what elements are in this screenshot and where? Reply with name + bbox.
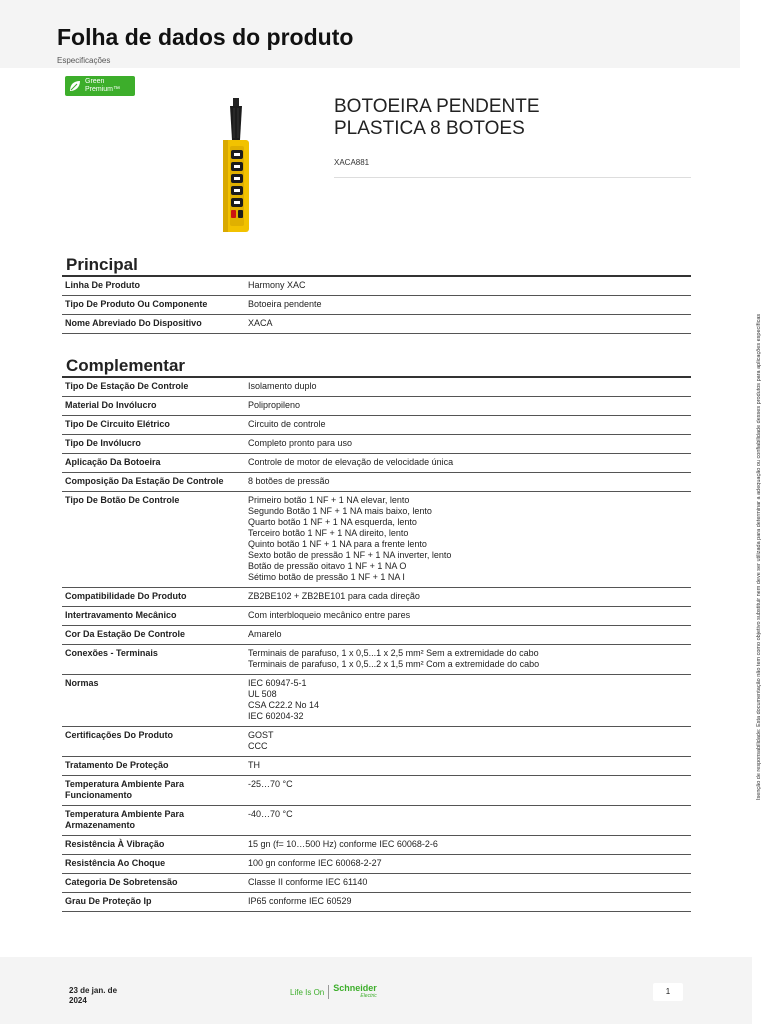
spec-row <box>62 836 691 855</box>
spec-value-line: ZB2BE102 + ZB2BE101 para cada direção <box>248 591 420 601</box>
spec-row <box>62 855 691 874</box>
spec-row <box>62 806 691 836</box>
spec-value <box>245 626 691 645</box>
spec-row <box>62 473 691 492</box>
product-reference: XACA881 <box>334 158 370 167</box>
spec-value <box>245 874 691 893</box>
spec-value <box>245 776 691 806</box>
logo-separator <box>328 985 329 999</box>
spec-row <box>62 727 691 757</box>
spec-value <box>245 893 691 912</box>
page-footer <box>0 957 752 1024</box>
spec-value <box>245 645 691 675</box>
spec-key: Tipo De Estação De Controle <box>62 378 245 397</box>
spec-value-line: Terminais de parafuso, 1 x 0,5...2 x 1,5 mm² Com a extremidade do cabo <box>248 659 540 669</box>
spec-row <box>62 315 691 334</box>
spec-value-line: Polipropileno <box>248 400 301 410</box>
spec-key: Material Do Invólucro <box>62 397 245 416</box>
footer-date-line1: 23 de jan. de <box>69 986 118 995</box>
product-name-line2: PLASTICA 8 BOTOES <box>334 118 525 139</box>
spec-value-line: GOST <box>248 730 274 740</box>
section-title-complementar: Complementar <box>66 356 186 375</box>
page-header <box>0 0 740 68</box>
spec-key: Tipo De Botão De Controle <box>62 492 245 588</box>
spec-value-line: Harmony XAC <box>248 280 306 290</box>
footer-date <box>69 986 149 1006</box>
spec-key: Resistência À Vibração <box>62 836 245 855</box>
spec-value-line: Quarto botão 1 NF + 1 NA esquerda, lento <box>248 517 417 527</box>
spec-key: Intertravamento Mecânico <box>62 607 245 626</box>
spec-value-line: 100 gn conforme IEC 60068-2-27 <box>248 858 382 868</box>
spec-key: Conexões - Terminais <box>62 645 245 675</box>
spec-value <box>245 588 691 607</box>
product-image <box>210 98 262 234</box>
spec-key: Temperatura Ambiente Para Armazenamento <box>62 806 245 836</box>
spec-key: Resistência Ao Choque <box>62 855 245 874</box>
spec-value <box>245 855 691 874</box>
spec-value <box>245 757 691 776</box>
spec-value-line: Circuito de controle <box>248 419 326 429</box>
spec-key: Certificações Do Produto <box>62 727 245 757</box>
spec-value-line: Segundo Botão 1 NF + 1 NA mais baixo, lento <box>248 506 432 516</box>
spec-value-line: Classe II conforme IEC 61140 <box>248 877 368 887</box>
spec-key: Cor Da Estação De Controle <box>62 626 245 645</box>
spec-value <box>245 607 691 626</box>
logo-brand <box>333 984 377 1000</box>
spec-key: Normas <box>62 675 245 727</box>
spec-row <box>62 588 691 607</box>
spec-value-line: Isolamento duplo <box>248 381 317 391</box>
spec-row <box>62 675 691 727</box>
spec-key: Aplicação Da Botoeira <box>62 454 245 473</box>
leaf-icon <box>68 79 82 93</box>
spec-value <box>245 315 691 334</box>
spec-row <box>62 378 691 397</box>
spec-value-line: IEC 60204-32 <box>248 711 304 721</box>
spec-row <box>62 492 691 588</box>
spec-row <box>62 776 691 806</box>
disclaimer-note <box>756 230 766 800</box>
product-name-line1: BOTOEIRA PENDENTE <box>334 96 540 117</box>
spec-value <box>245 454 691 473</box>
spec-value-line: Amarelo <box>248 629 282 639</box>
badge-line2: Premium™ <box>85 86 121 93</box>
spec-value <box>245 296 691 315</box>
spec-value-line: -40…70 °C <box>248 809 293 819</box>
complementar-table <box>62 378 691 912</box>
spec-value <box>245 492 691 588</box>
spec-row <box>62 626 691 645</box>
spec-value-line: Quinto botão 1 NF + 1 NA para a frente lento <box>248 539 427 549</box>
logo-brand-name: Schneider <box>333 983 377 993</box>
spec-row <box>62 607 691 626</box>
spec-key: Temperatura Ambiente Para Funcionamento <box>62 776 245 806</box>
spec-value-line: 8 botões de pressão <box>248 476 330 486</box>
spec-row <box>62 397 691 416</box>
spec-key: Nome Abreviado Do Dispositivo <box>62 315 245 334</box>
spec-value <box>245 397 691 416</box>
spec-key: Linha De Produto <box>62 277 245 296</box>
spec-value <box>245 473 691 492</box>
logo-brand-sub: Electric <box>360 993 377 999</box>
spec-key: Tipo De Invólucro <box>62 435 245 454</box>
spec-row <box>62 277 691 296</box>
product-name <box>334 96 694 140</box>
spec-value-line: 15 gn (f= 10…500 Hz) conforme IEC 60068-2-6 <box>248 839 438 849</box>
spec-value <box>245 378 691 397</box>
spec-value-line: Terceiro botão 1 NF + 1 NA direito, lento <box>248 528 409 538</box>
spec-key: Tipo De Circuito Elétrico <box>62 416 245 435</box>
spec-row <box>62 416 691 435</box>
spec-row <box>62 874 691 893</box>
spec-value <box>245 836 691 855</box>
spec-value-line: TH <box>248 760 260 770</box>
spec-key: Tratamento De Proteção <box>62 757 245 776</box>
spec-value <box>245 806 691 836</box>
page-number: 1 <box>653 983 683 1001</box>
section-title-principal: Principal <box>66 255 138 274</box>
spec-value-line: Primeiro botão 1 NF + 1 NA elevar, lento <box>248 495 410 505</box>
spec-value <box>245 727 691 757</box>
badge-text <box>85 78 120 94</box>
spec-value-line: XACA <box>248 318 273 328</box>
spec-row <box>62 645 691 675</box>
spec-row <box>62 893 691 912</box>
spec-value-line: UL 508 <box>248 689 277 699</box>
spec-value-line: -25…70 °C <box>248 779 293 789</box>
spec-value-line: Sexto botão de pressão 1 NF + 1 NA inverter, lento <box>248 550 452 560</box>
spec-value <box>245 277 691 296</box>
footer-date-line2: 2024 <box>69 996 87 1005</box>
spec-value-line: Sétimo botão de pressão 1 NF + 1 NA I <box>248 572 405 582</box>
spec-value-line: Completo pronto para uso <box>248 438 353 448</box>
spec-value <box>245 435 691 454</box>
spec-row <box>62 296 691 315</box>
disclaimer-text: Isenção de responsabilidade: Esta documentação não tem como objetivo substituir nem deve ser utilizada para determinar a adequação ou confiabilidade desses produtos para aplicações específicas <box>756 313 762 800</box>
page-subtitle: Especificações <box>57 56 111 65</box>
principal-table <box>62 277 691 334</box>
spec-value-line: Terminais de parafuso, 1 x 0,5...1 x 2,5 mm² Sem a extremidade do cabo <box>248 648 539 658</box>
spec-value-line: Com interbloqueio mecânico entre pares <box>248 610 411 620</box>
spec-key: Compatibilidade Do Produto <box>62 588 245 607</box>
spec-value-line: CCC <box>248 741 268 751</box>
principal-table-body <box>62 277 691 334</box>
spec-value-line: CSA C22.2 No 14 <box>248 700 320 710</box>
spec-value-line: IEC 60947-5-1 <box>248 678 307 688</box>
spec-value-line: IP65 conforme IEC 60529 <box>248 896 352 906</box>
spec-row <box>62 757 691 776</box>
spec-row <box>62 454 691 473</box>
spec-value-line: Controle de motor de elevação de velocidade única <box>248 457 454 467</box>
badge-line1: Green <box>85 78 105 85</box>
spec-row <box>62 435 691 454</box>
complementar-table-body <box>62 378 691 912</box>
green-premium-badge <box>65 76 135 96</box>
spec-value-line: Botão de pressão oitavo 1 NF + 1 NA O <box>248 561 407 571</box>
divider <box>334 177 691 178</box>
spec-value-line: Botoeira pendente <box>248 299 322 309</box>
spec-value <box>245 675 691 727</box>
spec-key: Composição Da Estação De Controle <box>62 473 245 492</box>
schneider-logo <box>290 984 377 1000</box>
page-title: Folha de dados do produto <box>57 24 354 50</box>
logo-tagline: Life Is On <box>290 987 325 997</box>
spec-key: Grau De Proteção Ip <box>62 893 245 912</box>
spec-key: Categoria De Sobretensão <box>62 874 245 893</box>
spec-key: Tipo De Produto Ou Componente <box>62 296 245 315</box>
spec-value <box>245 416 691 435</box>
